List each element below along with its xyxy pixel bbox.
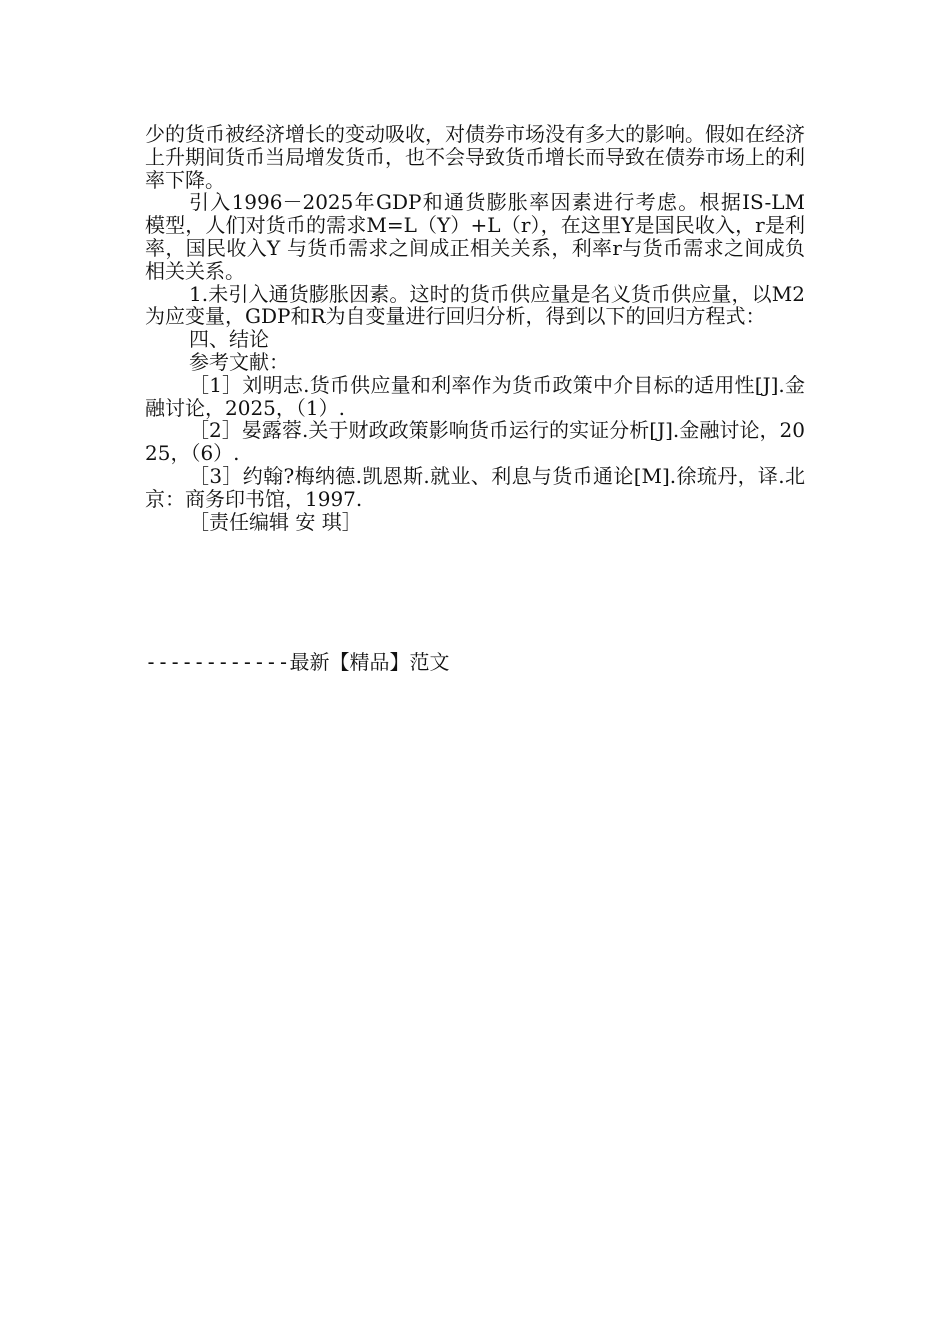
document-body	[145, 123, 805, 533]
reference-item-2: ［2］晏露蓉.关于财政政策影响货币运行的实证分析[J].金融讨论，2025，（6）.	[145, 418, 805, 466]
section-heading-conclusion: 四、结论	[189, 327, 269, 352]
paragraph-continuation: 少的货币被经济增长的变动吸收，对债券市场没有多大的影响。假如在经济上升期间货币当局增发货币，也不会导致货币增长而导致在债券市场上的利率下降。	[145, 122, 805, 192]
reference-item-1: ［1］刘明志.货币供应量和利率作为货币政策中介目标的适用性[J].金融讨论，2025，（1）.	[145, 372, 805, 420]
footer-label: ------------最新【精品】范文	[145, 650, 450, 674]
paragraph-regression: 1.未引入通货膨胀因素。这时的货币供应量是名义货币供应量，以M2为应变量，GDP和R为自变量进行回归分析，得到以下的回归方程式：	[145, 281, 805, 329]
references-heading: 参考文献：	[189, 349, 289, 374]
editor-credit: ［责任编辑 安 琪］	[189, 509, 362, 534]
reference-item-3: ［3］约翰?梅纳德.凯恩斯.就业、利息与货币通论[M].徐琉丹，译.北京：商务印书馆，1997.	[145, 463, 805, 511]
paragraph-is-lm-model: 引入1996－2025年GDP和通货膨胀率因素进行考虑。根据IS-LM 模型，人们对货币的需求M=L（Y）+L（r），在这里Y是国民收入，r是利率，国民收入Y 与货币需求之间成正相关关系，利率r与货币需求之间成负相关关系。	[145, 190, 805, 283]
